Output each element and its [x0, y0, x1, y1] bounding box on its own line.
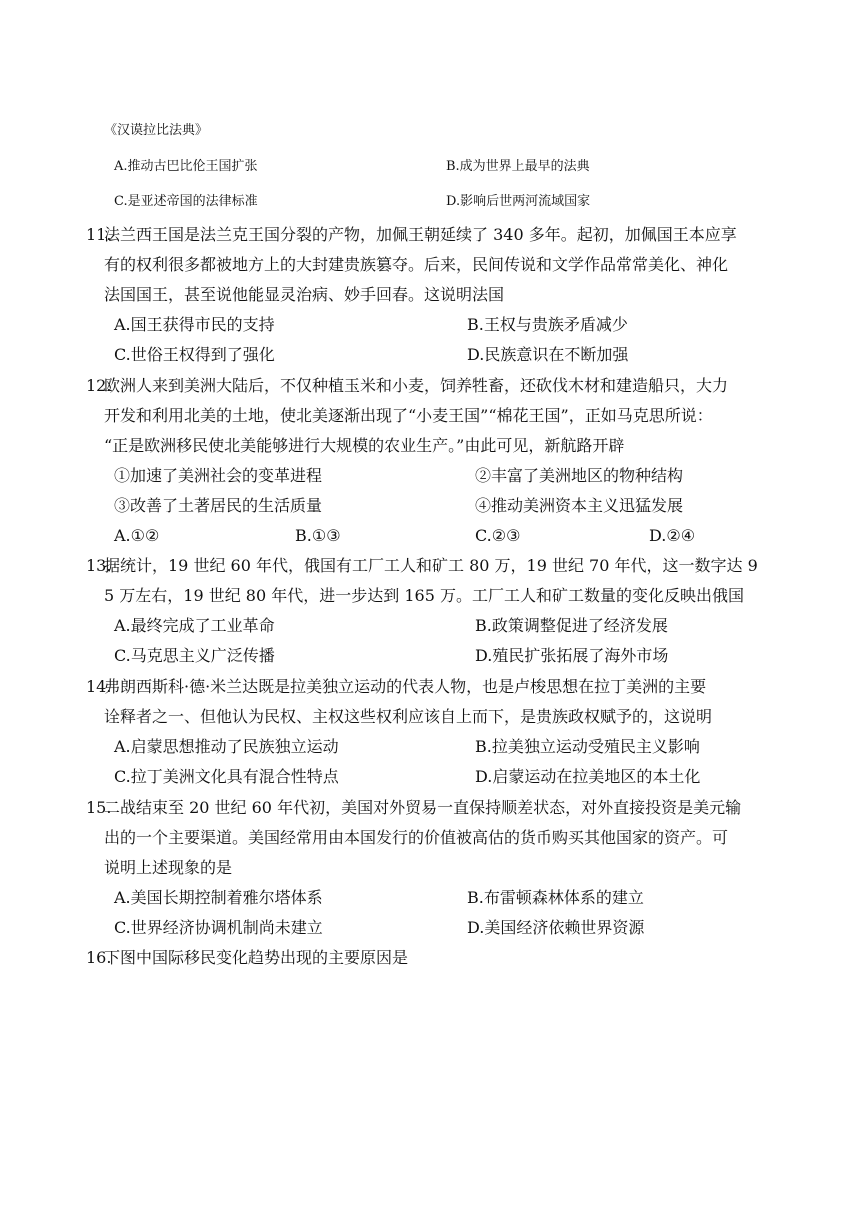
option-d: D.殖民扩张拓展了海外市场 [475, 646, 669, 665]
question-number: 12. [86, 376, 112, 395]
question-stem-line: 说明上述现象的是 [104, 858, 233, 877]
question-stem-line: 5 万左右，19 世纪 80 年代，进一步达到 165 万。工厂工人和矿工数量的变化反映出俄国 [104, 586, 744, 605]
question-number: 13. [86, 556, 112, 575]
option-d: D.民族意识在不断加强 [467, 345, 629, 364]
prev-option-a: A.推动古巴比伦王国扩张 [114, 159, 258, 174]
prev-option-d: D.影响后世两河流域国家 [446, 194, 591, 209]
option-c: C.世俗王权得到了强化 [114, 345, 275, 364]
question-stem-line: 开发和利用北美的土地，使北美逐渐出现了“小麦王国”“棉花王国”，正如马克思所说： [104, 406, 713, 425]
question-number: 16. [86, 948, 112, 967]
question-stem-line: 法国国王，甚至说他能显灵治病、妙手回春。这说明法国 [104, 285, 505, 304]
option-d: D.美国经济依赖世界资源 [467, 918, 645, 937]
option-c: C.马克思主义广泛传播 [114, 646, 275, 665]
statement-1: ①加速了美洲社会的变革进程 [114, 466, 323, 485]
question-stem-line: 欧洲人来到美洲大陆后，不仅种植玉米和小麦，饲养牲畜，还砍伐木材和建造船只，大力 [104, 376, 729, 395]
statement-3: ③改善了土著居民的生活质量 [114, 496, 323, 515]
prev-option-c: C.是亚述帝国的法律标准 [114, 194, 258, 209]
statement-2: ②丰富了美洲地区的物种结构 [475, 466, 684, 485]
option-d: D.启蒙运动在拉美地区的本土化 [475, 767, 701, 786]
question-stem-line: “正是欧洲移民使北美能够进行大规模的农业生产。”由此可见，新航路开辟 [104, 436, 625, 455]
statement-4: ④推动美洲资本主义迅猛发展 [475, 496, 684, 515]
prev-option-b: B.成为世界上最早的法典 [446, 159, 590, 174]
option-a: A.最终完成了工业革命 [114, 616, 275, 635]
question-stem-line: 法兰西王国是法兰克王国分裂的产物，加佩王朝延续了 340 多年。起初，加佩国王本应享 [104, 225, 737, 244]
option-a: A.①② [114, 526, 160, 545]
question-number: 14. [86, 677, 112, 696]
question-stem-line: 出的一个主要渠道。美国经常用由本国发行的价值被高估的货币购买其他国家的资产。可 [104, 828, 729, 847]
question-stem-line: 弗朗西斯科·德·米兰达既是拉美独立运动的代表人物，也是卢梭思想在拉丁美洲的主要 [104, 677, 707, 696]
question-number: 15. [86, 798, 112, 817]
option-a: A.启蒙思想推动了民族独立运动 [114, 737, 339, 756]
option-d: D.②④ [649, 526, 696, 545]
question-stem-line: 据统计，19 世纪 60 年代，俄国有工厂工人和矿工 80 万，19 世纪 70 年代，这一数字达 9 [104, 556, 758, 575]
question-stem-line: 下图中国际移民变化趋势出现的主要原因是 [104, 948, 409, 967]
option-c: C.拉丁美洲文化具有混合性特点 [114, 767, 339, 786]
option-b: B.政策调整促进了经济发展 [475, 616, 668, 635]
option-b: B.布雷顿森林体系的建立 [467, 888, 644, 907]
option-a: A.国王获得市民的支持 [114, 315, 275, 334]
option-b: B.①③ [295, 526, 341, 545]
prev-stem-tail: 《汉谟拉比法典》 [104, 123, 209, 138]
question-stem-line: 诠释者之一、但他认为民权、主权这些权利应该自上而下，是贵族政权赋予的，这说明 [104, 707, 713, 726]
option-b: B.王权与贵族矛盾减少 [467, 315, 628, 334]
question-number: 11. [86, 225, 112, 244]
option-c: C.世界经济协调机制尚未建立 [114, 918, 323, 937]
question-stem-line: 有的权利很多都被地方上的大封建贵族篡夺。后来，民间传说和文学作品常常美化、神化 [104, 255, 729, 274]
option-b: B.拉美独立运动受殖民主义影响 [475, 737, 700, 756]
option-a: A.美国长期控制着雅尔塔体系 [114, 888, 323, 907]
option-c: C.②③ [475, 526, 521, 545]
question-stem-line: 二战结束至 20 世纪 60 年代初，美国对外贸易一直保持顺差状态，对外直接投资是美元输 [104, 798, 742, 817]
